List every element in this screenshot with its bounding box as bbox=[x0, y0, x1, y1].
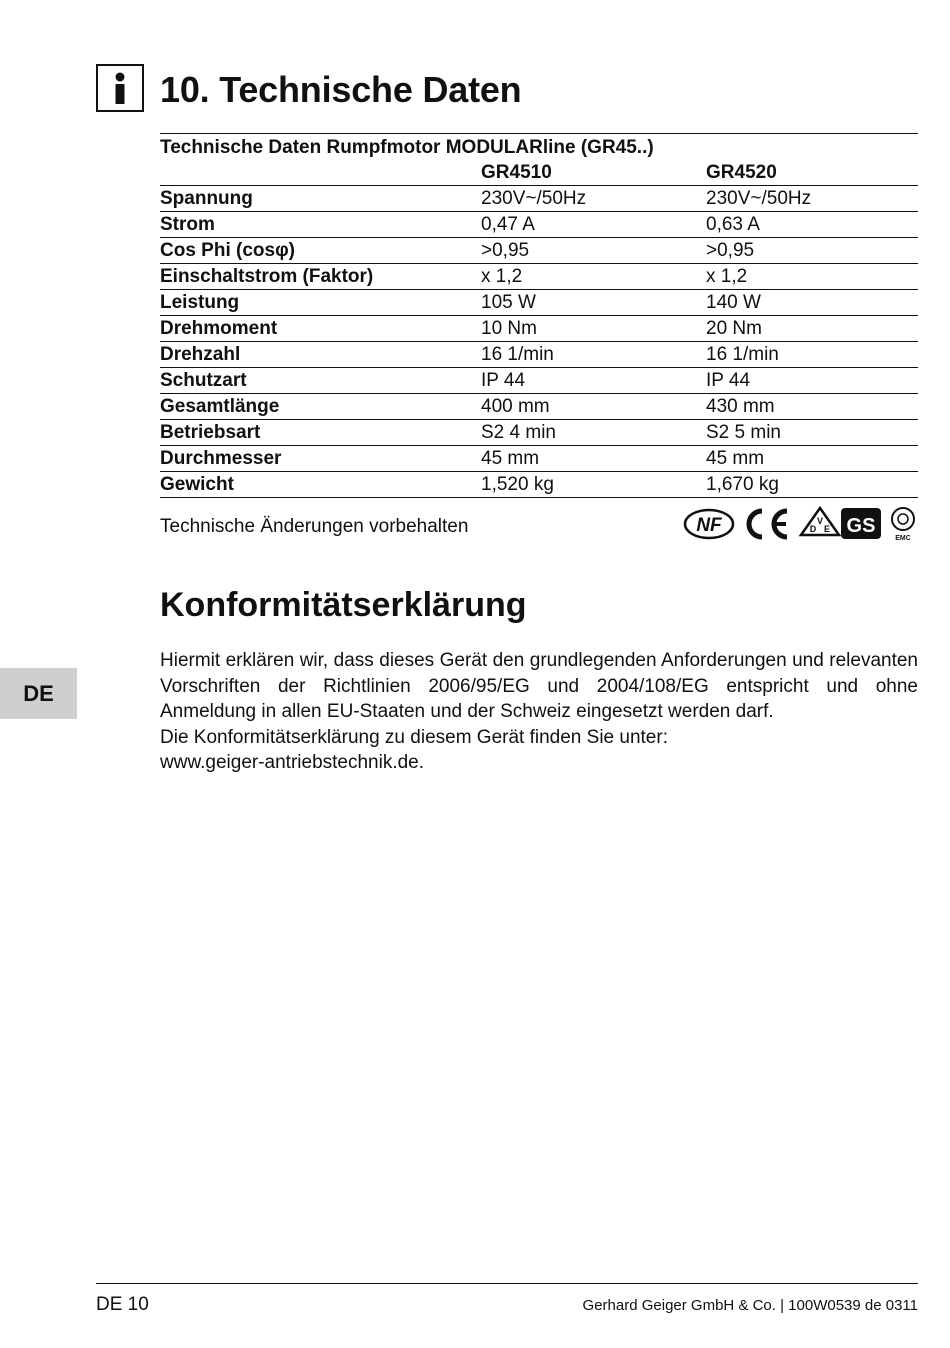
row-value: 400 mm bbox=[481, 394, 706, 420]
certification-marks bbox=[683, 505, 919, 543]
spec-table bbox=[160, 133, 918, 498]
row-value: S2 5 min bbox=[706, 420, 918, 446]
row-value: IP 44 bbox=[481, 368, 706, 394]
table-row bbox=[160, 212, 918, 238]
vde-mark-icon bbox=[801, 508, 839, 535]
row-value: 105 W bbox=[481, 290, 706, 316]
conformity-heading: Konformitätserklärung bbox=[160, 586, 527, 624]
row-value: 1,670 kg bbox=[706, 472, 918, 498]
table-row bbox=[160, 394, 918, 420]
conformity-url: www.geiger-antriebstechnik.de. bbox=[160, 752, 425, 774]
table-row bbox=[160, 368, 918, 394]
row-value: 45 mm bbox=[481, 446, 706, 472]
info-icon bbox=[96, 64, 144, 112]
row-value: 16 1/min bbox=[481, 342, 706, 368]
spec-table-caption: Technische Daten Rumpfmotor MODULARline (GR45..) bbox=[160, 134, 918, 161]
vde-mark-d: D bbox=[809, 524, 817, 534]
nf-mark-text: NF bbox=[696, 515, 722, 536]
row-value: >0,95 bbox=[481, 238, 706, 264]
table-row bbox=[160, 316, 918, 342]
row-label: Leistung bbox=[160, 290, 481, 316]
row-label: Schutzart bbox=[160, 368, 481, 394]
conformity-text bbox=[160, 648, 918, 776]
row-value: 430 mm bbox=[706, 394, 918, 420]
table-row bbox=[160, 472, 918, 498]
row-value: x 1,2 bbox=[706, 264, 918, 290]
footer-divider bbox=[96, 1283, 918, 1284]
gs-mark-icon bbox=[841, 508, 881, 539]
table-row bbox=[160, 446, 918, 472]
nf-mark-icon bbox=[685, 510, 733, 538]
row-label: Drehmoment bbox=[160, 316, 481, 342]
row-value: x 1,2 bbox=[481, 264, 706, 290]
row-value: IP 44 bbox=[706, 368, 918, 394]
row-label: Spannung bbox=[160, 186, 481, 212]
language-tab: DE bbox=[0, 668, 77, 719]
table-row bbox=[160, 342, 918, 368]
row-value: 10 Nm bbox=[481, 316, 706, 342]
row-label: Cos Phi (cosφ) bbox=[160, 238, 481, 264]
page-title: 10. Technische Daten bbox=[160, 69, 522, 110]
row-value: 140 W bbox=[706, 290, 918, 316]
row-value: 16 1/min bbox=[706, 342, 918, 368]
gs-mark-text: GS bbox=[846, 515, 876, 537]
page-number: DE 10 bbox=[96, 1294, 149, 1315]
row-value: S2 4 min bbox=[481, 420, 706, 446]
row-value: 230V~/50Hz bbox=[706, 186, 918, 212]
row-label: Drehzahl bbox=[160, 342, 481, 368]
row-label: Gewicht bbox=[160, 472, 481, 498]
vde-mark-e: E bbox=[823, 524, 831, 534]
row-value: 1,520 kg bbox=[481, 472, 706, 498]
emc-mark-text: EMC bbox=[895, 535, 911, 542]
row-value: 230V~/50Hz bbox=[481, 186, 706, 212]
vde-mark-v: V bbox=[816, 516, 824, 526]
row-label: Strom bbox=[160, 212, 481, 238]
changes-note: Technische Änderungen vorbehalten bbox=[160, 516, 469, 537]
table-row bbox=[160, 238, 918, 264]
header-empty bbox=[160, 160, 481, 186]
vde-emc-mark-icon bbox=[892, 508, 914, 542]
row-value: 0,47 A bbox=[481, 212, 706, 238]
row-label: Durchmesser bbox=[160, 446, 481, 472]
conformity-reference: Die Konformitätserklärung zu diesem Gerät finden Sie unter: bbox=[160, 726, 668, 748]
footer-company: Gerhard Geiger GmbH & Co. | 100W0539 de 0311 bbox=[582, 1297, 918, 1314]
table-row bbox=[160, 420, 918, 446]
row-label: Betriebsart bbox=[160, 420, 481, 446]
row-value: 20 Nm bbox=[706, 316, 918, 342]
model-header: GR4520 bbox=[706, 162, 777, 183]
row-value: 45 mm bbox=[706, 446, 918, 472]
row-label: Einschaltstrom (Faktor) bbox=[160, 264, 481, 290]
model-header: GR4510 bbox=[481, 162, 552, 183]
ce-mark-icon bbox=[749, 511, 787, 537]
table-row bbox=[160, 290, 918, 316]
row-label: Gesamtlänge bbox=[160, 394, 481, 420]
conformity-paragraph: Hiermit erklären wir, dass dieses Gerät den grundlegenden Anforderungen und relevanten Vorschriften der Richtlinien 2006/95/EG und 2004/108/EG entspricht und ohne Anmeldung in allen EU-Staaten und der Schweiz eingesetzt werden darf. bbox=[160, 650, 918, 723]
row-value: 0,63 A bbox=[706, 212, 918, 238]
row-value: >0,95 bbox=[706, 238, 918, 264]
table-row bbox=[160, 264, 918, 290]
table-row bbox=[160, 186, 918, 212]
